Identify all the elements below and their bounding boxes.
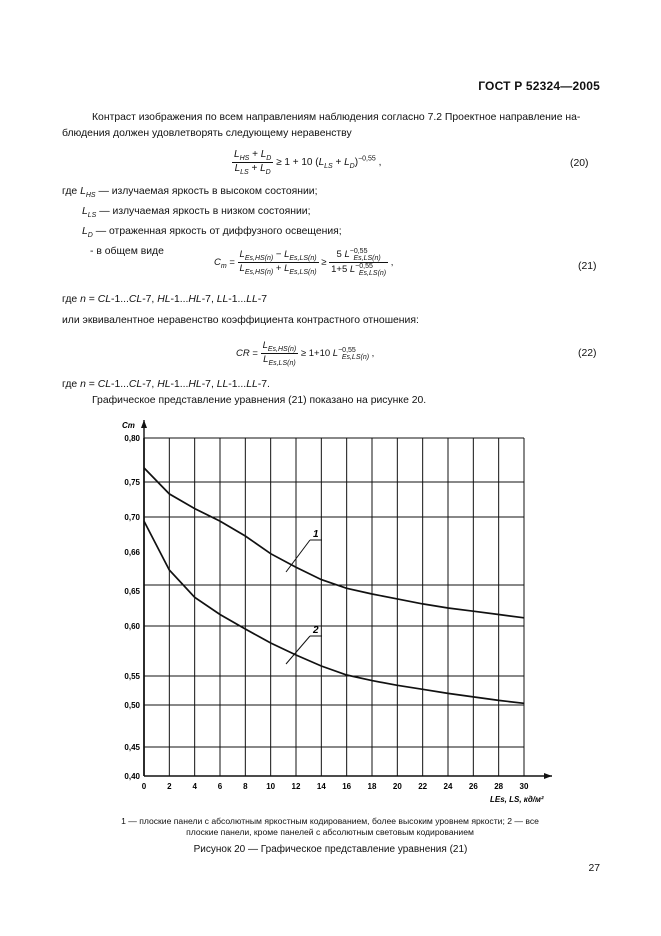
x-tick-label: 18 [367,782,377,791]
series-line-1 [144,468,524,618]
y-tick-label: 0,55 [124,672,140,681]
where-item-ls: $L_{LS}$ — излучаемая яркость в низком состоянии; [82,206,311,220]
y-tick-label: 0,40 [124,772,140,781]
eq20-fraction: $\frac{L_{HS} + L_D}{L_{LS} + L_D}$ [234,149,272,176]
equation-21: $C_m$ = $\frac{L_{Es,HS(n)} - L_{Es,LS(n)}}{L_{Es,HS(n)} + L_{Es,LS(n)}}$ ≥ $\frac{5 L^{-0,55}_{Es,LS(n)}}{1+5 L^{-0,55}_{Es,LS(n)}}$ , [214,248,394,278]
x-tick-label: 30 [519,782,529,791]
where-n-1: где n = CL-1...CL-7, HL-1...HL-7, LL-1...LL-7 [62,294,267,305]
intro-paragraph: Контраст изображения по всем направлениям наблюдения согласно 7.2 Проектное направление на-блюдения должен удовлетворять следующему неравенству [62,112,581,139]
series-leader [286,540,310,572]
y-tick-label: 0,65 [124,587,140,596]
x-tick-label: 2 [167,782,172,791]
eq21-rhs-fraction: $\frac{5 L^{-0,55}_{Es,LS(n)}}{1+5 L^{-0,55}_{Es,LS(n)}}$ [331,248,387,278]
figure-20-chart [100,414,570,814]
eq22-number: (22) [578,348,597,359]
x-axis-arrow [544,773,552,779]
graph-intro: Графическое представление уравнения (21) показано на рисунке 20. [92,395,427,406]
eq21-number: (21) [578,261,597,272]
or-text: или эквивалентное неравенство коэффициента контрастного отношения: [62,315,419,326]
equation-22: CR = $\frac{L_{Es,HS(n)}}{L_{Es,LS(n)}}$ ≥ 1+10 $L^{-0,55}_{Es,LS(n)}$ , [236,340,375,367]
y-axis-title: Cm [122,421,135,430]
where-item-hs: где $L_{HS}$ — излучаемая яркость в высоком состоянии; [62,186,318,200]
equation-20 [232,149,452,176]
where-n-2: где n = CL-1...CL-7, HL-1...HL-7, LL-1...LL-7. [62,379,270,390]
y-tick-label: 0,80 [124,434,140,443]
standard-header: ГОСТ Р 52324—2005 [478,79,600,93]
page-number: 27 [588,863,600,874]
where-item-d: $L_D$ — отраженная яркость от диффузного освещения; [82,226,342,240]
x-tick-label: 16 [342,782,352,791]
eq20-number: (20) [570,158,589,169]
y-tick-label: 0,45 [124,743,140,752]
y-tick-label: 0,60 [124,622,140,631]
x-tick-label: 26 [468,782,478,791]
series-label: 2 [313,625,319,636]
y-tick-label: 0,66 [124,548,140,557]
x-axis-title: LEs, LS, кд/м² [490,795,544,804]
x-tick-label: 10 [266,782,276,791]
eq20-rhs: ≥ 1 + 10 $(L_{LS} + L_D)^{-0,55}$ , [276,155,382,171]
y-tick-label: 0,50 [124,701,140,710]
x-tick-label: 24 [443,782,453,791]
x-tick-label: 4 [192,782,197,791]
series-label: 1 [313,529,319,540]
x-tick-label: 22 [418,782,428,791]
x-tick-label: 6 [217,782,223,791]
y-axis-arrow [141,420,147,428]
eq22-fraction: $\frac{L_{Es,HS(n)}}{L_{Es,LS(n)}}$ [262,340,297,367]
where-general: - в общем виде [90,246,164,258]
x-tick-label: 8 [243,782,248,791]
y-tick-label: 0,75 [124,478,140,487]
x-tick-label: 12 [291,782,301,791]
x-tick-label: 28 [494,782,504,791]
x-tick-label: 0 [141,782,147,791]
y-tick-label: 0,70 [124,513,140,522]
x-tick-label: 14 [316,782,326,791]
figure-title: Рисунок 20 — Графическое представление уравнения (21) [193,844,468,855]
x-tick-label: 20 [392,782,402,791]
eq21-fraction: $\frac{L_{Es,HS(n)} - L_{Es,LS(n)}}{L_{Es,HS(n)} + L_{Es,LS(n)}}$ [239,249,317,276]
figure-note: 1 — плоские панели с абсолютным яркостным кодированием, более высоким уровнем яркости; 2 — все плоские панели, кроме панелей с абсолютным световым кодированием [121,816,539,837]
